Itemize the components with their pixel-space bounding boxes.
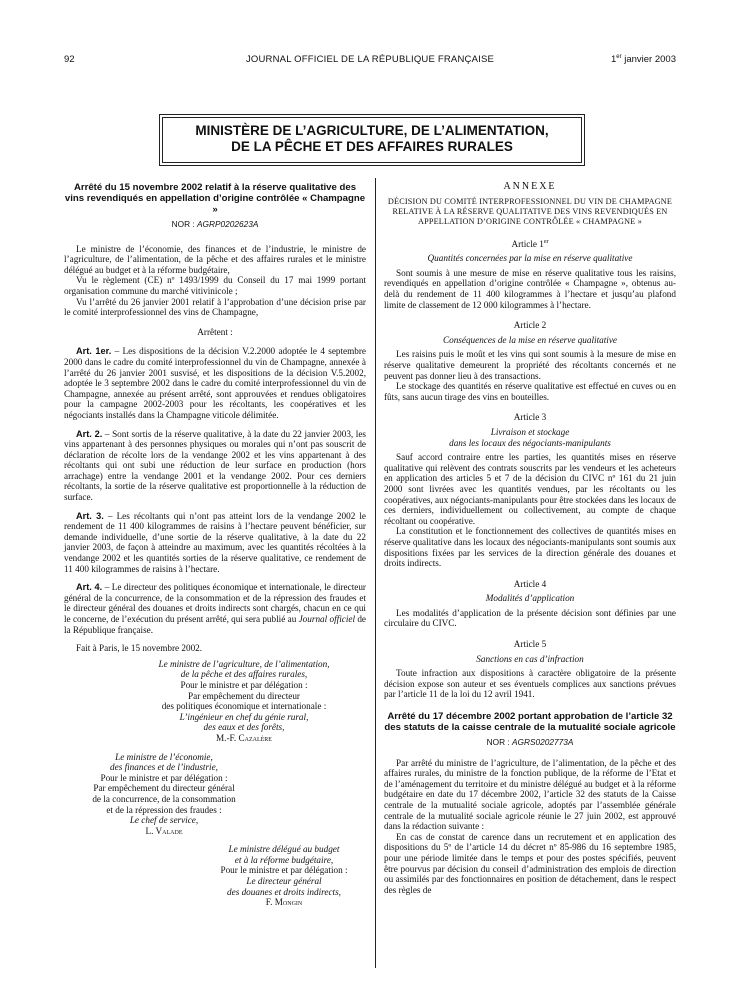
decree-2-text-1: Par arrêté du ministre de l’agriculture, de l’alimentation, de la pêche et des affaires rurales, du ministre de la fonction publique, de la réforme de l’Etat et de l’aménagement du territoire et du ministre délégué au budget et à la réforme budgétaire en date du 17 décembre 2002, l’article 32 des statuts de la Caisse centrale de la mutualité sociale agricole, adoptés par l’assemblée générale centrale de la mutualité sociale agricole réunie le 27 juin 2002, est approuvé dans la rédaction suivante : bbox=[384, 757, 676, 832]
preamble-vu-1: Vu le règlement (CE) nº 1493/1999 du Conseil du 17 mai 1999 portant organisation commune du marché vitivinicole ; bbox=[64, 275, 366, 296]
decision-title: DÉCISION DU COMITÉ INTERPROFESSIONNEL DU VIN DE CHAMPAGNE RELATIVE À LA RÉSERVE QUALITATIVE DES VINS REVENDIQUÉS EN APPELLATION D’ORIGINE CONTRÔLÉE « CHAMPAGNE » bbox=[387, 196, 673, 226]
signature-economie: Le ministre de l’économie, des finances et de l’industrie, Pour le ministre et par délégation : Par empêchement du directeur général de la concurrence, de la consommation et de la répression des fraudes : Le chef de service, L. Valade bbox=[92, 751, 236, 836]
article-2-subtitle: Conséquences de la mise en réserve qualitative bbox=[442, 334, 617, 345]
article-2-heading: Article 2 bbox=[513, 320, 547, 331]
article-1: Art. 1er. – Les dispositions de la décision V.2.2000 adoptée le 4 septembre 2000 dans le cadre du comité interprofessionnel du vin de Champagne, annexée à l’arrêté du 26 janvier 2001 susvisé, et les dispositions de la décision V.5.2002, adoptée le 3 septembre 2002 dans le cadre du comité interprofessionnel du vin de Champagne, annexée au présent arrêté, sont approuvées et rendues obligatoires pour la campagne 2002-2003 pour les récoltants, les coopératives et les négociants installés dans la Champagne viticole délimitée. bbox=[64, 346, 367, 420]
ministry-line-1: MINISTÈRE DE L’AGRICULTURE, DE L’ALIMENTATION, bbox=[195, 123, 549, 138]
article-1-heading: Article 1er bbox=[511, 238, 549, 249]
ministry-line-2: DE LA PÊCHE ET DES AFFAIRES RURALES bbox=[231, 139, 513, 154]
article-4-heading: Article 4 bbox=[513, 578, 547, 589]
article-3-heading: Article 3 bbox=[513, 412, 547, 423]
article-2: Art. 2. – Sont sortis de la réserve qualitative, à la date du 22 janvier 2003, les vins appartenant à des personnes physiques ou morales qui n’ont pas souscrit de déclaration de récolte lors de la vendange 2002 et les vins appartenant à des récoltants qui ont subi une réduction de leur surface en production (hors arrachage) entre la vendange 2001 et la vendange 2002. Pour ces derniers récoltants, la sortie de la réserve qualitative est proportionnelle à la réduction de surface. bbox=[64, 428, 366, 503]
article-3-text-1: Sauf accord contraire entre les parties, les quantités mises en réserve qualitative qui relèvent des contrats souscrits par les vendeurs et les acheteurs en application des articles 5 et 7 de la décision du CIVC nº 161 du 21 juin 2000 sont livrées avec les quantités vendues, par les récoltants ou les coopératives, aux négociants-manipulants pour être stockées dans les locaux de ces derniers, individuellement ou collectivement, au compte de chaque récoltant ou coopérative. bbox=[384, 452, 676, 526]
article-5-heading: Article 5 bbox=[513, 639, 547, 650]
decree-2-title: Arrêté du 17 décembre 2002 portant approbation de l’article 32 des statuts de la caisse centrale de la mutualité sociale agricole bbox=[384, 711, 676, 734]
signature-agriculture: Le ministre de l’agriculture, de l’alimentation, de la pêche et des affaires rurales, Pour le ministre et par délégation : Par empêchement du directeur des politiques économique et internationale : L’ingénieur en chef du génie rural, des eaux et des forêts, M.-F. Cazalère bbox=[158, 658, 330, 743]
article-1-subtitle: Quantités concernées par la mise en réserve qualitative bbox=[427, 253, 633, 264]
issue-date: 1er janvier 2003 bbox=[610, 54, 676, 66]
article-1-text: Sont soumis à une mesure de mise en réserve qualitative tous les raisins, revendiqués en appellation d’origine contrôlée « Champagne », obtenus au-delà du rendement de 11 400 kilogrammes à l’hectare et jusqu’au plafond limite de classement de 12 000 kilogrammes à l’hectare. bbox=[384, 267, 676, 310]
right-column bbox=[384, 182, 676, 895]
nor-reference: NOR : AGRP0202623A bbox=[171, 219, 259, 229]
arretent: Arrêtent : bbox=[197, 326, 233, 337]
signature-budget: Le ministre délégué au budget et à la réforme budgétaire, Pour le ministre et par délégation : Le directeur général des douanes et droits indirects, F. Mongin bbox=[220, 844, 348, 908]
article-5-subtitle: Sanctions en cas d’infraction bbox=[476, 653, 584, 664]
article-2-text-1: Les raisins puis le moût et les vins qui sont soumis à la mesure de mise en réserve qualitative demeurent la propriété des récoltants concernés et ne peuvent pas donner lieu à des transactions. bbox=[384, 349, 676, 381]
left-column bbox=[64, 182, 366, 908]
article-4-subtitle: Modalités d’application bbox=[485, 593, 575, 604]
page-number: 92 bbox=[64, 54, 75, 65]
article-3-subtitle-2: dans les locaux des négociants-manipulants bbox=[449, 437, 611, 448]
decree-title: Arrêté du 15 novembre 2002 relatif à la réserve qualitative des vins revendiqués en appellation d’origine contrôlée « Champagne » bbox=[64, 182, 366, 215]
page-header bbox=[64, 54, 676, 68]
article-3: Art. 3. – Les récoltants qui n’ont pas atteint lors de la vendange 2002 le rendement de 11 400 kilogrammes de raisins à l’hectare peuvent bénéficier, sur demande individuelle, d’une sortie de la réserve qualitative, à la date du 22 janvier 2003, de façon à atteindre au maximum, avec les quantités récoltées à la vendange 2002 et les quantités sorties de la réserve qualitative, ce rendement de 11 400 kilogrammes de raisins à l’hectare. bbox=[64, 510, 366, 574]
article-4-text: Les modalités d’application de la présente décision sont définies par une circulaire du CIVC. bbox=[384, 607, 676, 629]
article-4: Art. 4. – Le directeur des politiques économique et internationale, le directeur général de la concurrence, de la consommation et de la répression des fraudes et le directeur général des douanes et droits indirects sont chargés, chacun en ce qui le concerne, de l’exécution du présent arrêté, qui sera publié au Journal officiel de la République française. bbox=[64, 582, 366, 635]
preamble-ministers: Le ministre de l’économie, des finances et de l’industrie, le ministre de l’agriculture, de l’alimentation, de la pêche et des affaires rurales et le ministre délégué au budget et à la réforme budgétaire, bbox=[64, 243, 366, 275]
article-3-text-2: La constitution et le fonctionnement des collectives de quantités mises en réserve qualitative dans les locaux des négociants-manipulants sont soumis aux dispositions fixées par les services de la direction générale des douanes et droits indirects. bbox=[384, 526, 676, 569]
preamble-vu-2: Vu l’arrêté du 26 janvier 2001 relatif à l’approbation d’une décision prise par le comité interprofessionnel des vins de Champagne, bbox=[64, 296, 366, 318]
nor-reference-2: NOR : AGRS0202773A bbox=[486, 737, 574, 748]
article-5-text: Toute infraction aux dispositions à caractère obligatoire de la présente décision expose son auteur et ses éventuels complices aux sanctions prévues par l’article 11 de la loi du 12 avril 1941. bbox=[384, 668, 676, 700]
decree-2-text-2: En cas de constat de carence dans un recrutement et en application des dispositions du 5º de l’article 14 du décret nº 85-986 du 16 septembre 1985, pour une période limitée dans le temps et pour des postes spécifiés, peuvent être pourvus par décision du conseil d’administration des emplois de direction ou assimilés par des fonctionnaires en position de détachement, dans le respect des règles de bbox=[384, 831, 676, 895]
journal-title: JOURNAL OFFICIEL DE LA RÉPUBLIQUE FRANÇAISE bbox=[245, 54, 495, 65]
annexe-heading: ANNEXE bbox=[503, 181, 557, 192]
fait-a-paris: Fait à Paris, le 15 novembre 2002. bbox=[76, 643, 203, 654]
article-3-subtitle-1: Livraison et stockage bbox=[490, 426, 570, 437]
article-2-text-2: Le stockage des quantités en réserve qualitative est effectué en cuves ou en fûts, sans aucun tirage des vins en bouteilles. bbox=[384, 381, 676, 402]
ministry-box bbox=[162, 117, 582, 163]
